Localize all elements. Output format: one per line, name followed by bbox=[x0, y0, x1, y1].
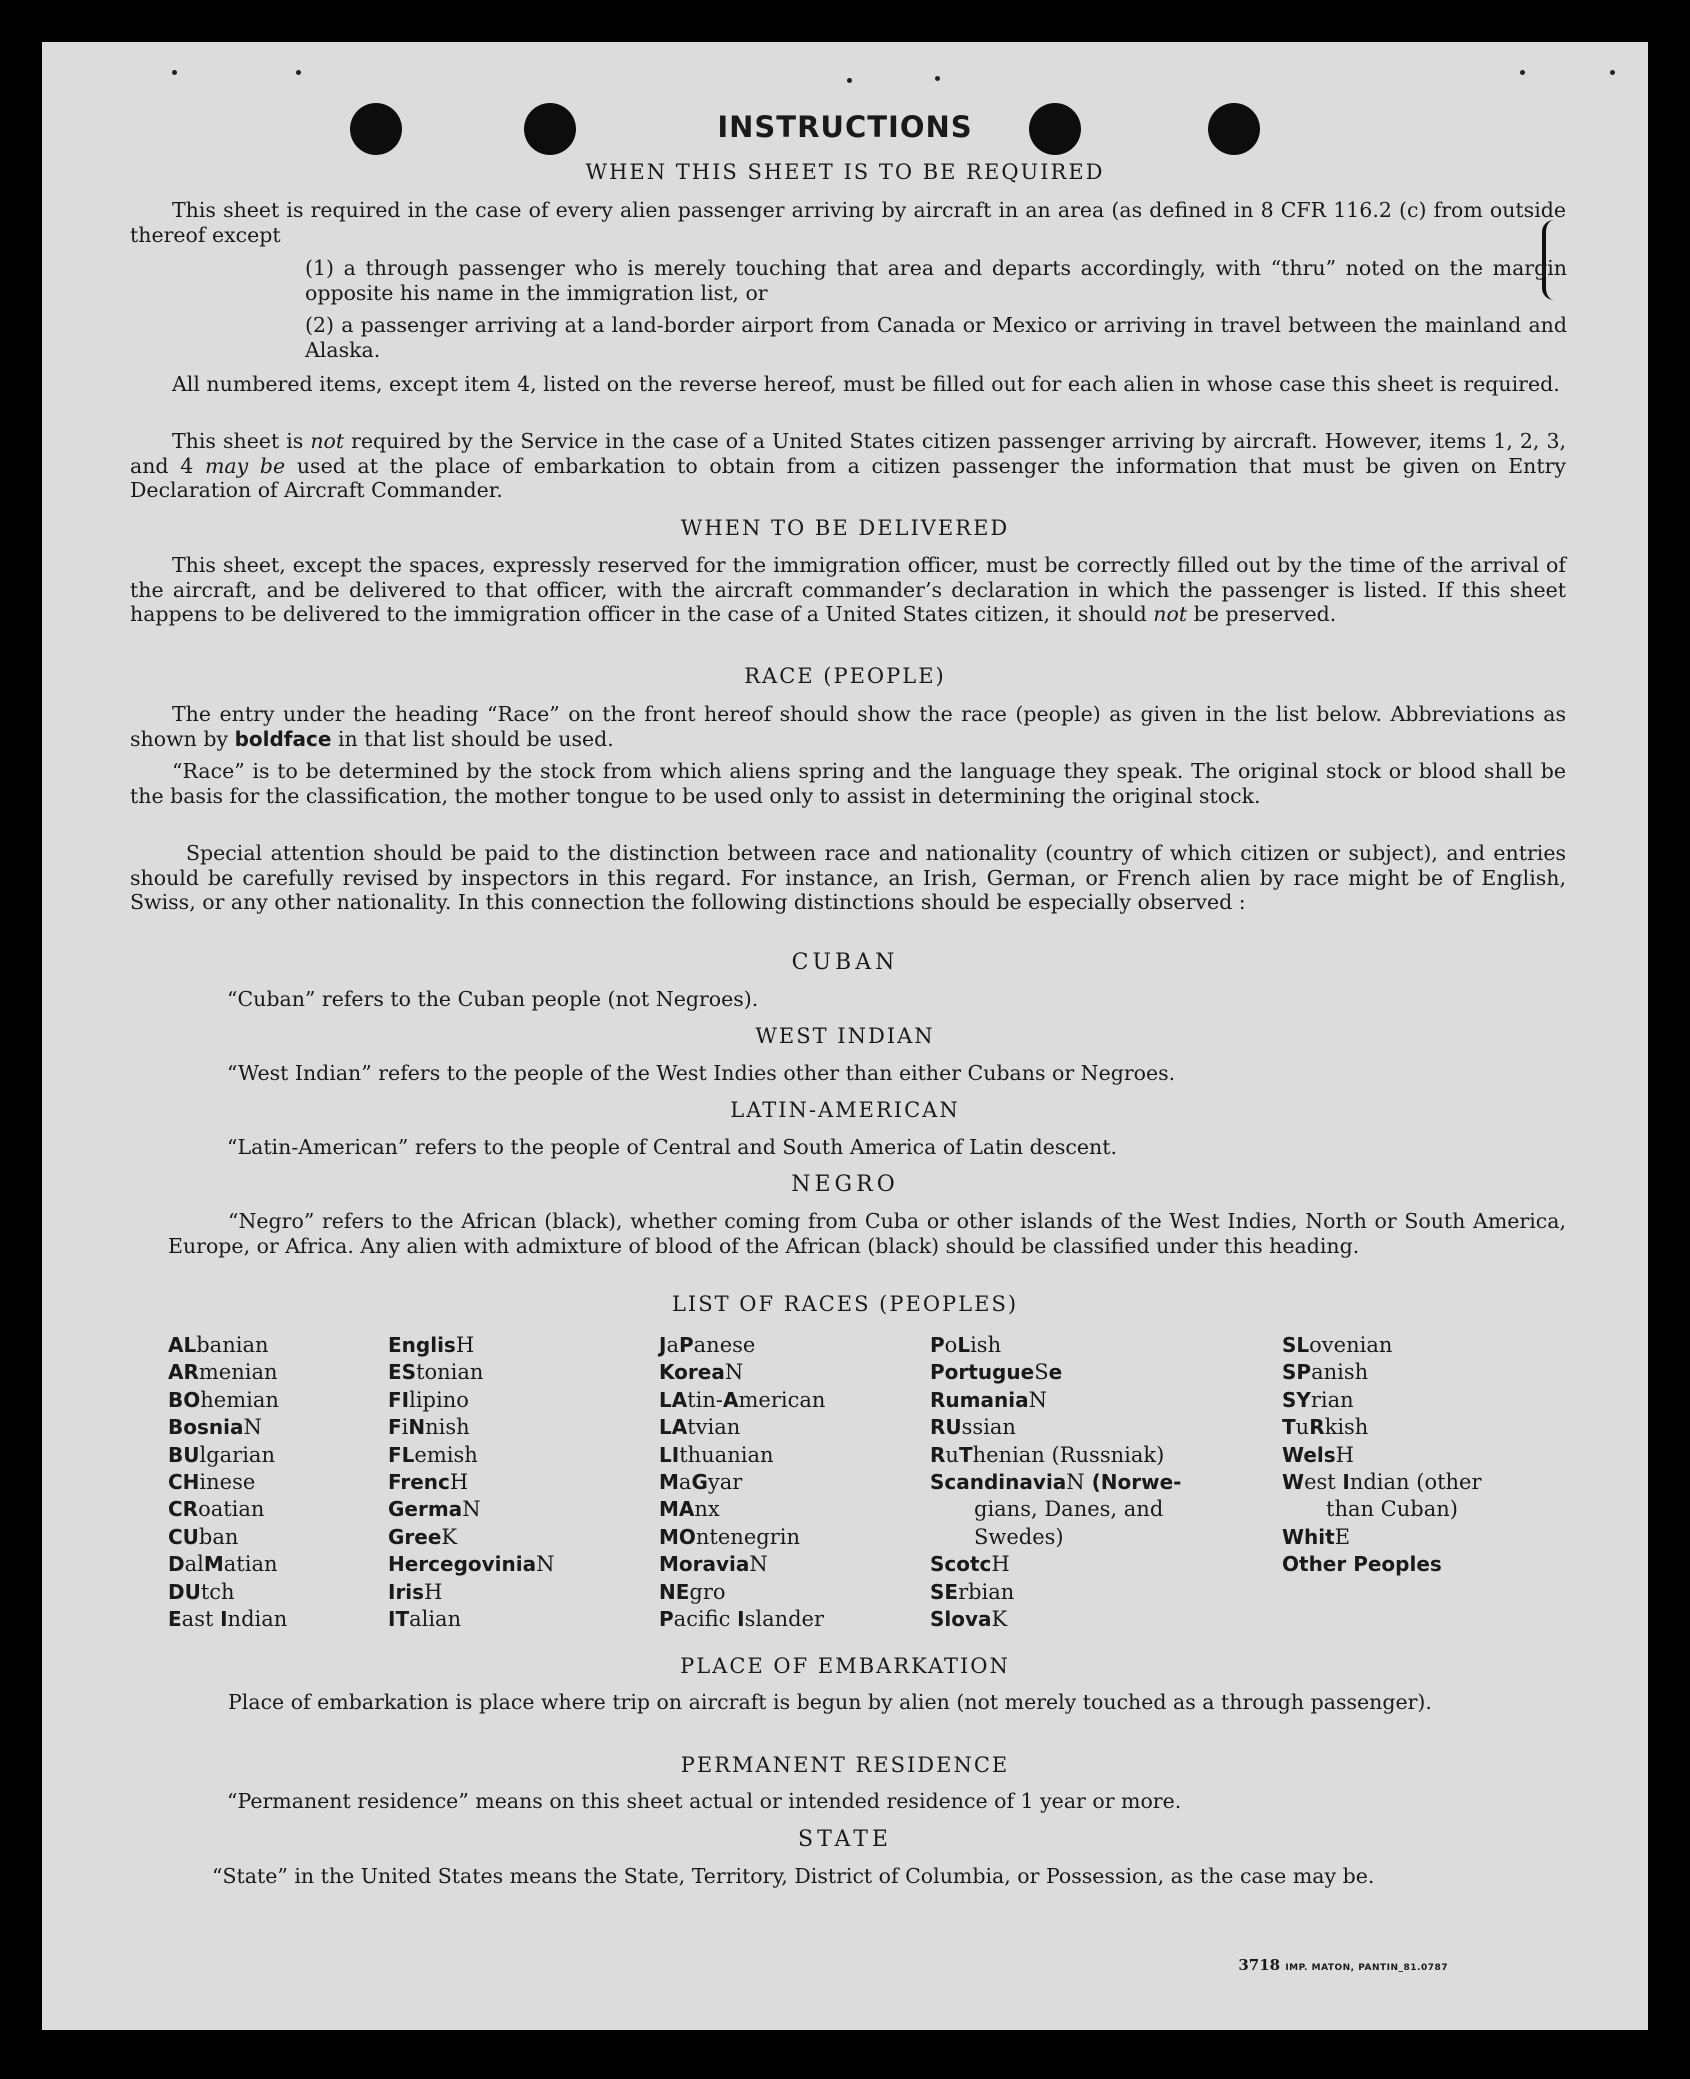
abbrev-text: SY bbox=[1282, 1387, 1311, 1412]
race-list-item bbox=[659, 1442, 825, 1469]
heading-embarkation: PLACE OF EMBARKATION bbox=[680, 1654, 1010, 1678]
abbrev-text: M bbox=[659, 1469, 679, 1494]
race-p3: Special attention should be paid to the distinction between race and nationality (country of which citizen or subject), and entries should be carefully revised by inspectors in this regard. For instance, an Irish, German, or French alien by race might be of English, Swiss, or any other nationality. In this connection the following distinctions should be especially observed : bbox=[130, 841, 1566, 914]
abbrev-text: E bbox=[168, 1606, 182, 1631]
race-list-item bbox=[930, 1469, 1181, 1496]
abbrev-text: AR bbox=[168, 1360, 199, 1385]
abbrev-text: Other Peoples bbox=[1282, 1552, 1442, 1577]
race-list-item bbox=[659, 1332, 825, 1359]
heading-delivered: WHEN TO BE DELIVERED bbox=[680, 516, 1010, 540]
name-text: nx bbox=[694, 1497, 720, 1522]
race-list-item bbox=[930, 1606, 1181, 1633]
race-list-item bbox=[930, 1387, 1181, 1414]
name-text: ish bbox=[970, 1333, 1002, 1357]
race-list-item bbox=[930, 1414, 1181, 1441]
race-list-item bbox=[388, 1442, 555, 1469]
abbrev-text: P bbox=[678, 1333, 694, 1357]
race-list-item bbox=[1282, 1551, 1482, 1578]
race-list-col-4 bbox=[930, 1332, 1181, 1633]
name-text: kish bbox=[1324, 1415, 1369, 1440]
race-list-item bbox=[930, 1496, 1181, 1523]
race-list-item bbox=[659, 1387, 825, 1414]
abbrev-text: SL bbox=[1282, 1333, 1310, 1357]
race-p1 bbox=[130, 702, 1566, 751]
name-text: menian bbox=[198, 1360, 278, 1385]
race-list-item bbox=[388, 1606, 555, 1633]
abbrev-text: Englis bbox=[388, 1333, 456, 1357]
name-text: gians, Danes, and bbox=[974, 1497, 1164, 1522]
race-list-item bbox=[388, 1469, 555, 1496]
race-list-col-2 bbox=[388, 1332, 555, 1633]
state-text: “State” in the United States means the State, Territory, District of Columbia, or Possession, as the case may be. bbox=[212, 1864, 1375, 1888]
abbrev-text: F bbox=[388, 1415, 402, 1440]
p3-a: This sheet is bbox=[172, 429, 311, 453]
name-text: N bbox=[462, 1497, 481, 1522]
abbrev-text: Scotc bbox=[930, 1552, 992, 1577]
name-text: tonian bbox=[416, 1360, 484, 1385]
abbrev-text: SP bbox=[1282, 1360, 1312, 1385]
abbrev-text: Slova bbox=[930, 1606, 992, 1631]
name-text: anese bbox=[693, 1333, 756, 1357]
abbrev-text: W bbox=[1282, 1469, 1305, 1494]
embarkation-text: Place of embarkation is place where trip on aircraft is begun by alien (not merely touched as a through passenger). bbox=[228, 1690, 1432, 1714]
abbrev-text: FL bbox=[388, 1442, 415, 1467]
delivered-a: This sheet, except the spaces, expressly reserved for the immigration officer, must be correctly filled out by the time of the arrival of the aircraft, and be delivered to that officer, with the aircraft commander’s declaration in which the passenger is listed. If this sheet happens to be delivered to the immigration officer in the case of a United States citizen, it should bbox=[130, 553, 1566, 626]
race-list-item bbox=[1282, 1524, 1482, 1551]
race-list-item bbox=[1282, 1387, 1482, 1414]
race-list-item bbox=[388, 1387, 555, 1414]
race-list-item bbox=[1282, 1442, 1482, 1469]
race-list-item bbox=[1282, 1332, 1482, 1359]
race-list-item bbox=[659, 1469, 825, 1496]
race-list-item bbox=[168, 1551, 287, 1578]
race-list-item bbox=[659, 1551, 825, 1578]
required-item-1 bbox=[305, 256, 1567, 305]
name-text: tch bbox=[200, 1579, 235, 1604]
race-list-item bbox=[168, 1496, 287, 1523]
race-list-item bbox=[168, 1414, 287, 1441]
abbrev-text: CH bbox=[168, 1469, 200, 1494]
name-text: rbian bbox=[958, 1579, 1015, 1604]
abbrev-text: Hercegovinia bbox=[388, 1552, 537, 1577]
name-text: i bbox=[401, 1415, 409, 1440]
name-text: emish bbox=[414, 1442, 478, 1467]
name-text: H bbox=[1335, 1442, 1354, 1467]
name-text: H bbox=[449, 1469, 469, 1494]
race-list-item bbox=[168, 1332, 287, 1359]
name-text: anish bbox=[1311, 1360, 1369, 1385]
abbrev-text: IT bbox=[388, 1606, 410, 1631]
name-text: oatian bbox=[198, 1497, 265, 1522]
race-list-item bbox=[168, 1387, 287, 1414]
abbrev-text: Portugue bbox=[930, 1360, 1035, 1385]
race-list-item bbox=[1282, 1359, 1482, 1386]
name-text: H bbox=[991, 1552, 1010, 1577]
name-text: atian bbox=[223, 1552, 278, 1577]
abbrev-text: A bbox=[723, 1387, 739, 1412]
name-text: nish bbox=[425, 1415, 470, 1440]
name-text: than Cuban) bbox=[1326, 1497, 1458, 1522]
abbrev-text: e bbox=[1048, 1360, 1063, 1385]
abbrev-text: Bosnia bbox=[168, 1415, 244, 1440]
abbrev-text: J bbox=[659, 1333, 667, 1357]
name-text: lipino bbox=[409, 1387, 469, 1412]
race-list-item bbox=[388, 1524, 555, 1551]
heading-required: WHEN THIS SHEET IS TO BE REQUIRED bbox=[585, 160, 1105, 184]
abbrev-text: N bbox=[408, 1415, 426, 1440]
negro-text: “Negro” refers to the African (black), whether coming from Cuba or other islands of the West Indies, North or South America, Europe, or Africa. Any alien with admixture of blood of the African (black) should be classified under this heading. bbox=[168, 1209, 1566, 1258]
race-p1-bold: boldface bbox=[234, 726, 332, 751]
race-list-item bbox=[168, 1469, 287, 1496]
name-text: ban bbox=[198, 1524, 239, 1549]
delivered-em: not bbox=[1153, 602, 1188, 626]
abbrev-text: LA bbox=[659, 1387, 688, 1412]
residence-text: “Permanent residence” means on this sheet actual or intended residence of 1 year or more. bbox=[227, 1789, 1182, 1813]
required-item-2 bbox=[305, 313, 1567, 362]
name-text: merican bbox=[738, 1387, 826, 1412]
race-list-item bbox=[1282, 1414, 1482, 1441]
p3-b: required by the Service in the case of a United States citizen passenger arriving by aircraft. However, items 1, 2, 3, and 4 bbox=[130, 429, 1567, 478]
speck bbox=[296, 70, 301, 75]
name-text: a bbox=[678, 1469, 692, 1494]
race-list-item bbox=[388, 1579, 555, 1606]
race-list-item bbox=[1282, 1496, 1482, 1523]
abbrev-text: FI bbox=[388, 1387, 410, 1412]
abbrev-text: AL bbox=[168, 1333, 197, 1357]
abbrev-text: R bbox=[1309, 1415, 1325, 1440]
name-text: tin- bbox=[687, 1387, 724, 1412]
name-text: a bbox=[666, 1333, 679, 1357]
abbrev-text: P bbox=[659, 1606, 674, 1631]
heading-race: RACE (PEOPLE) bbox=[744, 664, 946, 688]
west-indian-text: “West Indian” refers to the people of the West Indies other than either Cubans or Negroes. bbox=[227, 1061, 1176, 1085]
name-text: K bbox=[991, 1606, 1008, 1631]
name-text: N bbox=[536, 1552, 555, 1577]
race-list-col-5 bbox=[1282, 1332, 1482, 1579]
abbrev-text: BU bbox=[168, 1442, 200, 1467]
speck bbox=[935, 76, 940, 81]
delivered-text bbox=[130, 553, 1566, 627]
heading-cuban: CUBAN bbox=[791, 950, 899, 975]
page-title: INSTRUCTIONS bbox=[717, 110, 973, 144]
name-text: rian bbox=[1310, 1387, 1354, 1412]
race-list-item bbox=[930, 1524, 1181, 1551]
abbrev-text: MO bbox=[659, 1524, 696, 1549]
race-list-col-1 bbox=[168, 1332, 287, 1633]
name-text: est bbox=[1304, 1469, 1343, 1494]
race-list-item bbox=[659, 1579, 825, 1606]
abbrev-text: NE bbox=[659, 1579, 690, 1604]
heading-residence: PERMANENT RESIDENCE bbox=[680, 1753, 1010, 1777]
speck bbox=[1610, 70, 1615, 75]
cuban-text: “Cuban” refers to the Cuban people (not Negroes). bbox=[227, 987, 759, 1011]
race-list-item bbox=[1282, 1469, 1482, 1496]
name-text: E bbox=[1334, 1524, 1351, 1549]
abbrev-text: M bbox=[203, 1552, 224, 1577]
heading-west-indian: WEST INDIAN bbox=[755, 1024, 935, 1048]
name-text: N bbox=[749, 1552, 768, 1577]
race-list-item bbox=[168, 1359, 287, 1386]
race-p2: “Race” is to be determined by the stock from which aliens spring and the language they speak. The original stock or blood shall be the basis for the classification, the mother tongue to be used only to assist in determining the original stock. bbox=[130, 759, 1566, 808]
required-intro: This sheet is required in the case of every alien passenger arriving by aircraft in an area (as defined in 8 CFR 116.2 (c) from outside thereof except bbox=[130, 198, 1566, 247]
abbrev-text: Whit bbox=[1282, 1524, 1335, 1549]
abbrev-text: LI bbox=[659, 1442, 680, 1467]
name-text: banian bbox=[196, 1333, 269, 1357]
name-text: u bbox=[945, 1442, 959, 1467]
abbrev-text: CU bbox=[168, 1524, 199, 1549]
abbrev-text: MA bbox=[659, 1497, 695, 1522]
name-text: N bbox=[1028, 1387, 1047, 1412]
abbrev-text: L bbox=[957, 1333, 971, 1357]
name-text: N bbox=[243, 1415, 262, 1440]
abbrev-text: Frenc bbox=[388, 1469, 450, 1494]
abbrev-text: Wels bbox=[1282, 1442, 1336, 1467]
race-list-item bbox=[659, 1496, 825, 1523]
name-text: ndian (other bbox=[1349, 1469, 1482, 1494]
name-text: hemian bbox=[200, 1387, 279, 1412]
name-text: lgarian bbox=[199, 1442, 275, 1467]
abbrev-text: ES bbox=[388, 1360, 417, 1385]
abbrev-text: D bbox=[168, 1552, 185, 1577]
abbrev-text: LA bbox=[659, 1415, 688, 1440]
latin-text: “Latin-American” refers to the people of Central and South America of Latin descent. bbox=[227, 1135, 1117, 1159]
heading-list: LIST OF RACES (PEOPLES) bbox=[671, 1292, 1019, 1316]
abbrev-text: R bbox=[930, 1442, 946, 1467]
name-text: N bbox=[724, 1360, 744, 1385]
abbrev-text: P bbox=[930, 1333, 945, 1357]
abbrev-text: G bbox=[691, 1469, 708, 1494]
race-list-item bbox=[388, 1496, 555, 1523]
document-page bbox=[42, 42, 1648, 2030]
race-list-item bbox=[659, 1414, 825, 1441]
abbrev-text: Korea bbox=[659, 1360, 725, 1385]
abbrev-text: I bbox=[737, 1606, 745, 1631]
speck bbox=[847, 78, 852, 83]
item-2-text: (2) a passenger arriving at a land-border airport from Canada or Mexico or arriving in travel between the mainland and Alaska. bbox=[305, 313, 1567, 362]
name-text: N bbox=[1066, 1469, 1085, 1494]
race-p1-a: The entry under the heading “Race” on the front hereof should show the race (people) as given in the list below. Abbreviations as shown by bbox=[130, 702, 1566, 751]
delivered-b: be preserved. bbox=[1187, 602, 1337, 626]
name-text: inese bbox=[199, 1469, 256, 1494]
heading-state: STATE bbox=[798, 1827, 892, 1852]
name-text: H bbox=[424, 1579, 443, 1604]
race-list-item bbox=[659, 1359, 825, 1386]
abbrev-text: (Norwe- bbox=[1084, 1469, 1182, 1494]
name-text: slander bbox=[744, 1606, 825, 1631]
abbrev-text: Iris bbox=[388, 1579, 425, 1604]
race-list-item bbox=[168, 1579, 287, 1606]
abbrev-text: RU bbox=[930, 1415, 962, 1440]
race-p1-b: in that list should be used. bbox=[331, 726, 614, 751]
race-list-item bbox=[930, 1332, 1181, 1359]
p3-c: used at the place of embarkation to obtain from a citizen passenger the information that must be given on Entry Declaration of Aircraft Commander. bbox=[130, 453, 1566, 502]
abbrev-text: SE bbox=[930, 1579, 959, 1604]
p3-em: not bbox=[310, 429, 345, 453]
race-list-item bbox=[930, 1359, 1181, 1386]
abbrev-text: Moravia bbox=[659, 1552, 750, 1577]
name-text: henian (Russniak) bbox=[972, 1442, 1165, 1467]
speck bbox=[1520, 70, 1525, 75]
required-p2: All numbered items, except item 4, listed on the reverse hereof, must be filled out for each alien in whose case this sheet is required. bbox=[172, 372, 1560, 396]
abbrev-text: CR bbox=[168, 1497, 199, 1522]
printer-mark: IMP. MATON, PANTIN_81.0787 bbox=[1285, 1963, 1448, 1973]
name-text: gro bbox=[689, 1579, 726, 1604]
abbrev-text: Gree bbox=[388, 1524, 442, 1549]
form-number: 3718 bbox=[1238, 1956, 1281, 1974]
speck bbox=[172, 70, 177, 75]
abbrev-text: T bbox=[1282, 1415, 1296, 1440]
name-text: ovenian bbox=[1309, 1333, 1393, 1357]
name-text: tvian bbox=[687, 1415, 741, 1440]
name-text: yar bbox=[707, 1469, 743, 1494]
abbrev-text: BO bbox=[168, 1387, 201, 1412]
abbrev-text: T bbox=[958, 1442, 973, 1467]
name-text: ndian bbox=[227, 1606, 288, 1631]
abbrev-text: Scandinavia bbox=[930, 1469, 1067, 1494]
name-text: ssian bbox=[961, 1415, 1016, 1440]
required-p3 bbox=[130, 429, 1566, 503]
form-footer bbox=[1238, 1956, 1448, 1974]
name-text: ntenegrin bbox=[695, 1524, 800, 1549]
p3-em2: may be bbox=[204, 453, 286, 478]
race-list-item bbox=[388, 1414, 555, 1441]
name-text: u bbox=[1295, 1415, 1310, 1440]
race-list-item bbox=[930, 1551, 1181, 1578]
race-list-item bbox=[930, 1579, 1181, 1606]
name-text: S bbox=[1034, 1360, 1049, 1385]
abbrev-text: I bbox=[220, 1606, 228, 1631]
name-text: K bbox=[441, 1524, 458, 1549]
race-list-item bbox=[659, 1606, 825, 1633]
race-list-item bbox=[659, 1524, 825, 1551]
abbrev-text: Germa bbox=[388, 1497, 463, 1522]
heading-negro: NEGRO bbox=[791, 1172, 899, 1197]
race-list-item bbox=[388, 1332, 555, 1359]
race-list-item bbox=[930, 1442, 1181, 1469]
name-text: ast bbox=[181, 1606, 221, 1631]
name-text: H bbox=[455, 1333, 475, 1357]
name-text: alian bbox=[409, 1606, 462, 1631]
race-list-item bbox=[168, 1606, 287, 1633]
name-text: al bbox=[184, 1552, 204, 1577]
race-list-item bbox=[168, 1442, 287, 1469]
item-1-text: (1) a through passenger who is merely touching that area and departs accordingly, with “thru” noted on the margin opposite his name in the immigration list, or bbox=[305, 256, 1567, 305]
name-text: o bbox=[944, 1333, 958, 1357]
name-text: thuanian bbox=[679, 1442, 774, 1467]
name-text: acific bbox=[673, 1606, 738, 1631]
race-list-item bbox=[388, 1359, 555, 1386]
name-text: Swedes) bbox=[974, 1524, 1064, 1549]
race-list-col-3 bbox=[659, 1332, 825, 1633]
heading-latin: LATIN-AMERICAN bbox=[730, 1098, 960, 1122]
abbrev-text: Rumania bbox=[930, 1387, 1029, 1412]
race-list-item bbox=[388, 1551, 555, 1578]
race-list-item bbox=[168, 1524, 287, 1551]
abbrev-text: I bbox=[1342, 1469, 1350, 1494]
abbrev-text: DU bbox=[168, 1579, 201, 1604]
